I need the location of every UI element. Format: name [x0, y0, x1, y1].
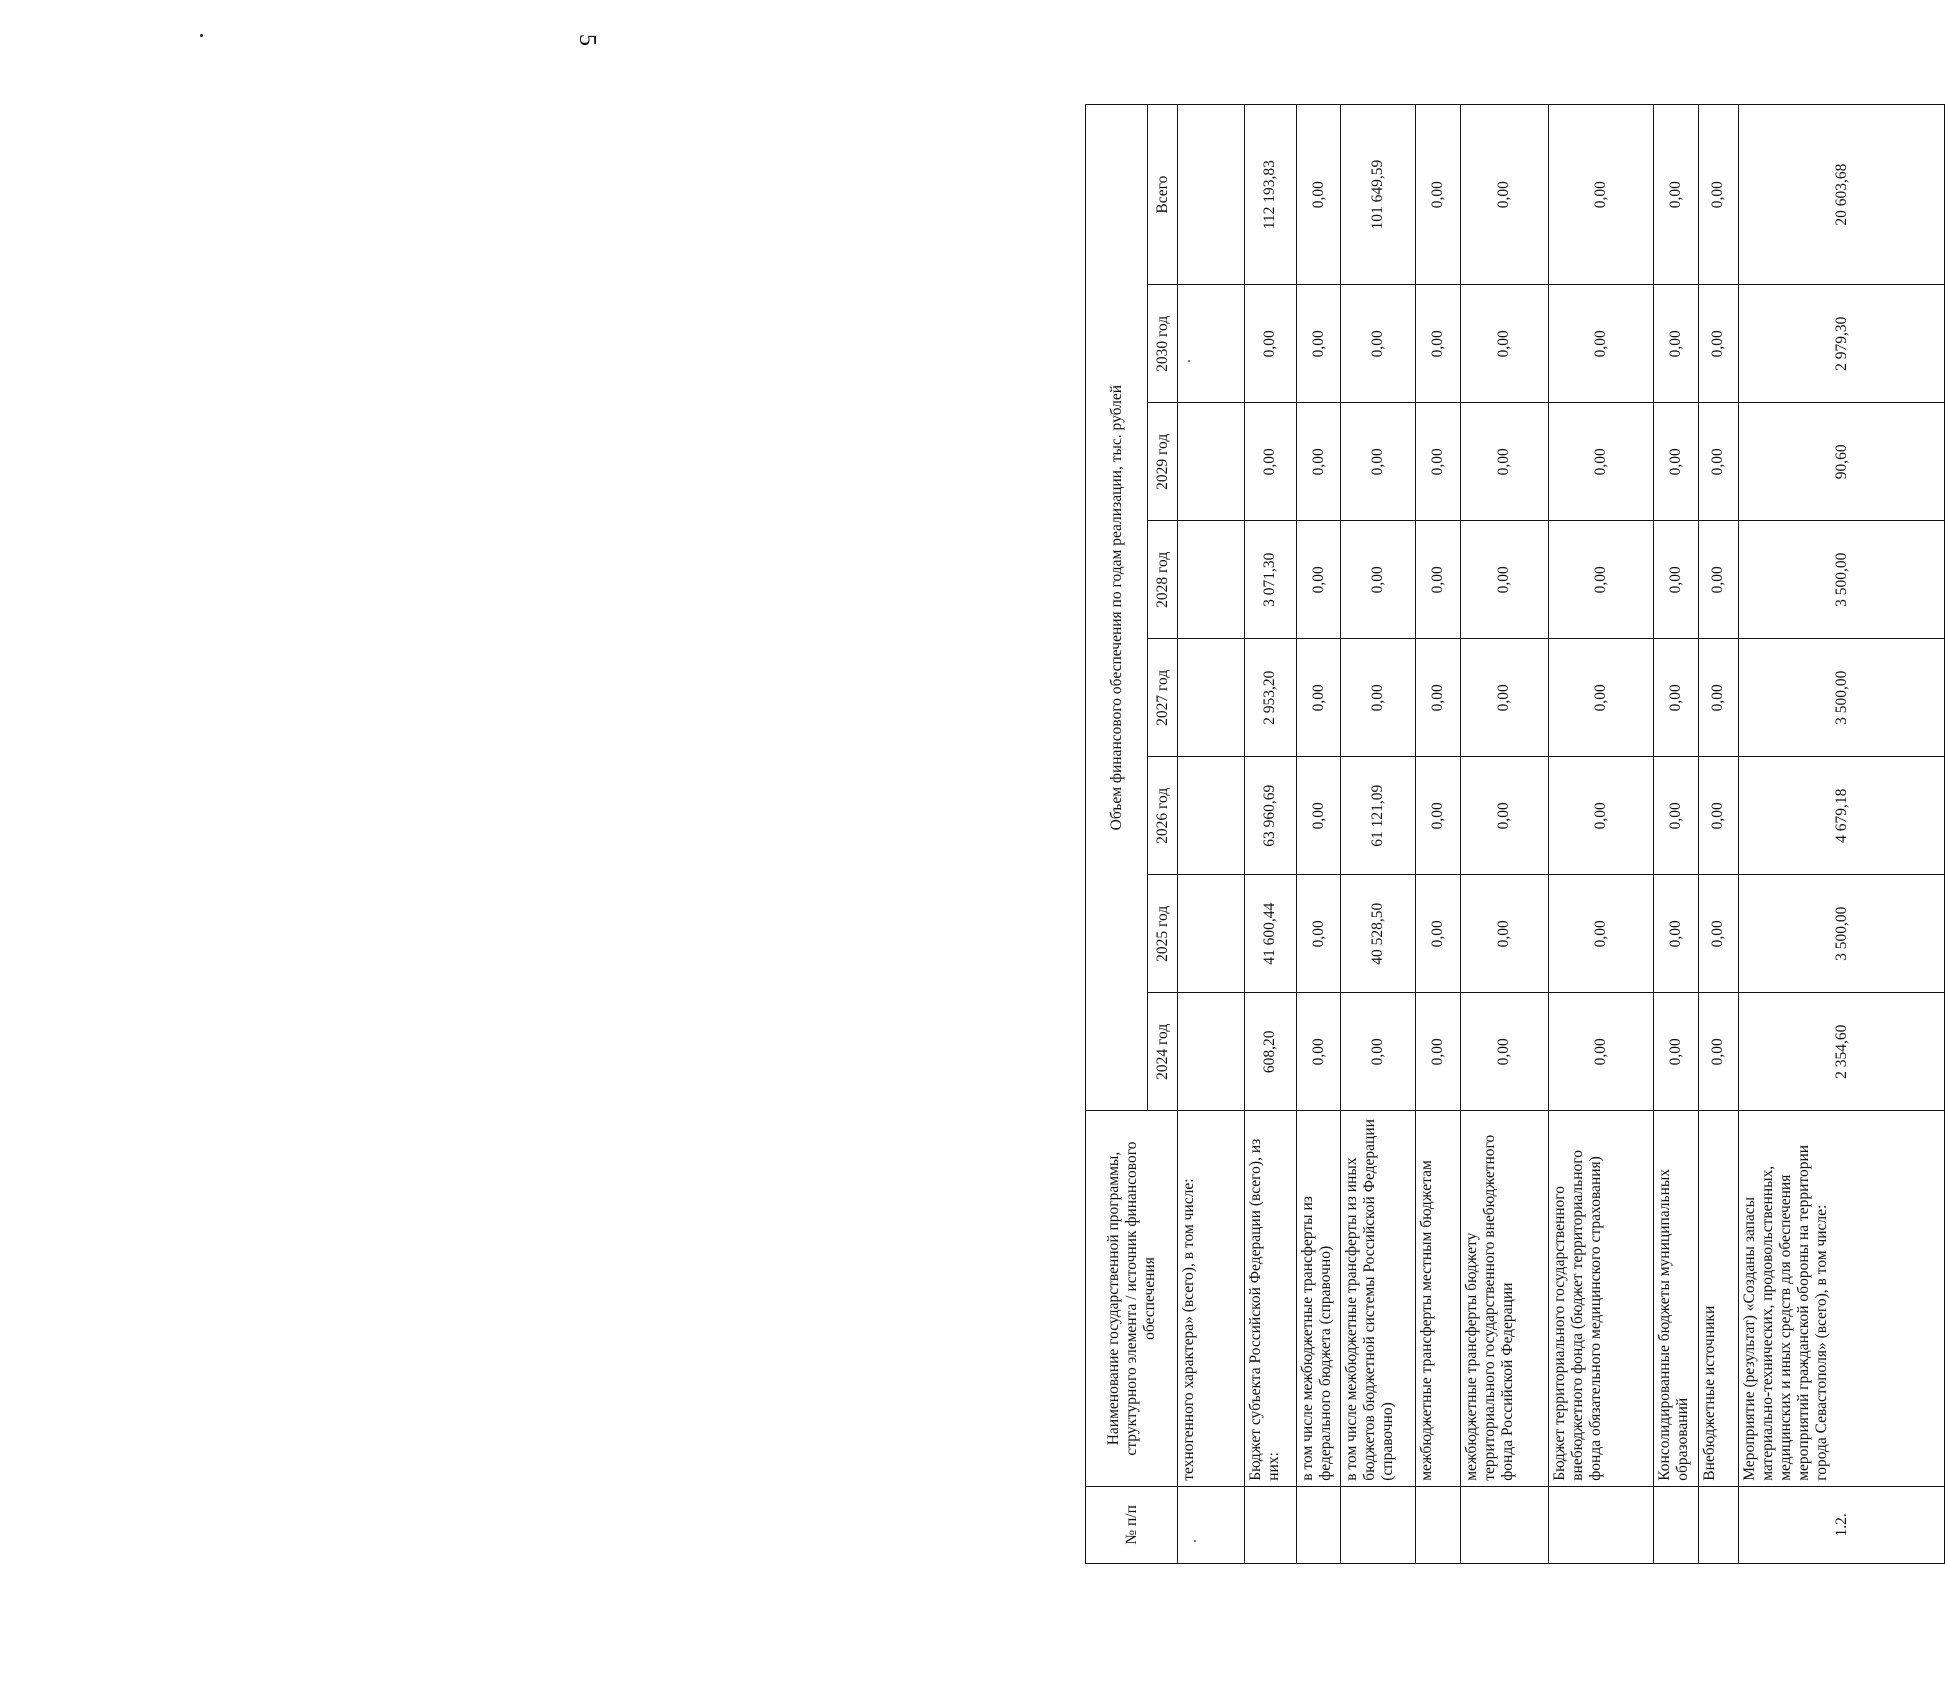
cell-value: 112 193,83	[1244, 105, 1296, 285]
table-row	[1549, 105, 1654, 1564]
cell-value: 0,00	[1654, 639, 1698, 757]
header-year-2027: 2027 год	[1148, 639, 1178, 757]
row-num	[1460, 1486, 1549, 1563]
cell-value: 0,00	[1698, 403, 1738, 521]
cell-value: 0,00	[1297, 105, 1341, 285]
cell-value: 0,00	[1460, 105, 1549, 285]
cell-value: 0,00	[1416, 757, 1460, 875]
cell-value: 41 600,44	[1244, 875, 1296, 993]
cell-value: 0,00	[1698, 521, 1738, 639]
cell-value: 0,00	[1416, 993, 1460, 1111]
cell-value: 3 071,30	[1244, 521, 1296, 639]
header-year-2029: 2029 год	[1148, 403, 1178, 521]
cell-value	[1178, 639, 1245, 757]
cell-value: 0,00	[1460, 875, 1549, 993]
rotated-table-wrapper	[1085, 104, 1945, 1564]
cell-value: 0,00	[1341, 639, 1416, 757]
header-num: № п/п	[1086, 1486, 1178, 1563]
cell-value	[1178, 993, 1245, 1111]
cell-value: 3 500,00	[1739, 639, 1945, 757]
cell-value: 63 960,69	[1244, 757, 1296, 875]
cell-value: 2 979,30	[1739, 285, 1945, 403]
cell-value: 0,00	[1416, 285, 1460, 403]
cell-value: 0,00	[1460, 521, 1549, 639]
cell-value	[1178, 285, 1245, 403]
cell-value: 0,00	[1698, 285, 1738, 403]
table-row	[1178, 105, 1245, 1564]
row-name: в том числе межбюджетные трансферты из иных бюджетов бюджетной системы Российской Федерации (справочно)	[1341, 1111, 1416, 1486]
cell-value: 0,00	[1341, 285, 1416, 403]
cell-value: 0,00	[1416, 403, 1460, 521]
cell-value: 0,00	[1549, 875, 1654, 993]
cell-value: 0,00	[1416, 639, 1460, 757]
row-name: Мероприятие (результат) «Созданы запасы материально-технических, продовольственных, медицинских и иных средств для обеспечения мероприятий гражданской обороны на территории города Севастополя» (всего), в том числе:	[1739, 1111, 1945, 1486]
funding-table	[1085, 104, 1945, 1564]
cell-value: 0,00	[1460, 993, 1549, 1111]
cell-value: 0,00	[1341, 993, 1416, 1111]
row-num	[1698, 1486, 1738, 1563]
header-funding: Объем финансового обеспечения по годам реализации, тыс. рублей	[1086, 105, 1148, 1111]
cell-value: 0,00	[1460, 757, 1549, 875]
cell-value: 0,00	[1244, 403, 1296, 521]
cell-value	[1178, 757, 1245, 875]
row-num	[1341, 1486, 1416, 1563]
cell-value: 0,00	[1654, 285, 1698, 403]
table-row	[1698, 105, 1738, 1564]
row-name: Консолидированные бюджеты муниципальных образований	[1654, 1111, 1698, 1486]
header-name: Наименование государственной программы, структурного элемента / источник финансового обеспечения	[1086, 1111, 1178, 1486]
cell-value: 0,00	[1654, 105, 1698, 285]
cell-value: 0,00	[1698, 993, 1738, 1111]
row-name: Бюджет субъекта Российской Федерации (всего), из них:	[1244, 1111, 1296, 1486]
cell-value: 0,00	[1654, 875, 1698, 993]
cell-value: 40 528,50	[1341, 875, 1416, 993]
cell-value: 3 500,00	[1739, 521, 1945, 639]
cell-value: 0,00	[1297, 875, 1341, 993]
row-num	[1416, 1486, 1460, 1563]
table-row	[1460, 105, 1549, 1564]
cell-value: 0,00	[1341, 521, 1416, 639]
cell-value: 0,00	[1549, 993, 1654, 1111]
row-num	[1297, 1486, 1341, 1563]
row-name: в том числе межбюджетные трансферты из федерального бюджета (справочно)	[1297, 1111, 1341, 1486]
header-year-2026: 2026 год	[1148, 757, 1178, 875]
table-row	[1297, 105, 1341, 1564]
cell-value: 0,00	[1654, 993, 1698, 1111]
row-num	[1654, 1486, 1698, 1563]
cell-value: 90,60	[1739, 403, 1945, 521]
cell-value: 0,00	[1460, 403, 1549, 521]
cell-value: 0,00	[1698, 105, 1738, 285]
cell-value: 101 649,59	[1341, 105, 1416, 285]
table-row	[1416, 105, 1460, 1564]
cell-value	[1178, 521, 1245, 639]
cell-value: 0,00	[1654, 521, 1698, 639]
cell-value: 4 679,18	[1739, 757, 1945, 875]
table-row	[1244, 105, 1296, 1564]
cell-value: 0,00	[1416, 105, 1460, 285]
cell-value: 0,00	[1460, 639, 1549, 757]
row-name: техногенного характера» (всего), в том числе:	[1178, 1111, 1245, 1486]
table-row	[1739, 105, 1945, 1564]
cell-value: 0,00	[1549, 757, 1654, 875]
cell-value: 0,00	[1549, 105, 1654, 285]
cell-value: 0,00	[1698, 875, 1738, 993]
cell-value: 608,20	[1244, 993, 1296, 1111]
cell-value: 0,00	[1341, 403, 1416, 521]
cell-value: 0,00	[1297, 639, 1341, 757]
cell-value: 0,00	[1549, 285, 1654, 403]
cell-value: 3 500,00	[1739, 875, 1945, 993]
cell-value	[1178, 105, 1245, 285]
cell-value	[1178, 875, 1245, 993]
header-year-2024: 2024 год	[1148, 993, 1178, 1111]
cell-value: 2 953,20	[1244, 639, 1296, 757]
cell-value: 0,00	[1698, 639, 1738, 757]
header-year-2025: 2025 год	[1148, 875, 1178, 993]
cell-value: 0,00	[1416, 521, 1460, 639]
row-name: Бюджет территориального государственного внебюджетного фонда (бюджет территориального фонда обязательного медицинского страхования)	[1549, 1111, 1654, 1486]
cell-value: 0,00	[1297, 521, 1341, 639]
table-row	[1341, 105, 1416, 1564]
cell-value	[1178, 403, 1245, 521]
table-row	[1654, 105, 1698, 1564]
page-number: 5	[574, 34, 600, 46]
row-name: межбюджетные трансферты местным бюджетам	[1416, 1111, 1460, 1486]
scan-speck	[200, 34, 203, 37]
cell-value: 0,00	[1460, 285, 1549, 403]
cell-value: 0,00	[1416, 875, 1460, 993]
cell-value: 0,00	[1244, 285, 1296, 403]
row-num	[1549, 1486, 1654, 1563]
row-num	[1178, 1486, 1245, 1563]
row-name: Внебюджетные источники	[1698, 1111, 1738, 1486]
header-year-2028: 2028 год	[1148, 521, 1178, 639]
cell-value: 61 121,09	[1341, 757, 1416, 875]
cell-value: 0,00	[1297, 993, 1341, 1111]
cell-value: 0,00	[1297, 403, 1341, 521]
cell-value: 0,00	[1297, 285, 1341, 403]
cell-value: 0,00	[1549, 403, 1654, 521]
cell-value: 0,00	[1549, 639, 1654, 757]
cell-value: 2 354,60	[1739, 993, 1945, 1111]
header-total: Всего	[1148, 105, 1178, 285]
cell-value: 0,00	[1549, 521, 1654, 639]
row-num	[1244, 1486, 1296, 1563]
cell-value: 0,00	[1654, 757, 1698, 875]
cell-value: 0,00	[1698, 757, 1738, 875]
cell-value: 20 603,68	[1739, 105, 1945, 285]
row-num: 1.2.	[1739, 1486, 1945, 1563]
row-name: межбюджетные трансферты бюджету территориального государственного внебюджетного фонда Российской Федерации	[1460, 1111, 1549, 1486]
cell-value: 0,00	[1654, 403, 1698, 521]
header-year-2030: 2030 год	[1148, 285, 1178, 403]
cell-value: 0,00	[1297, 757, 1341, 875]
